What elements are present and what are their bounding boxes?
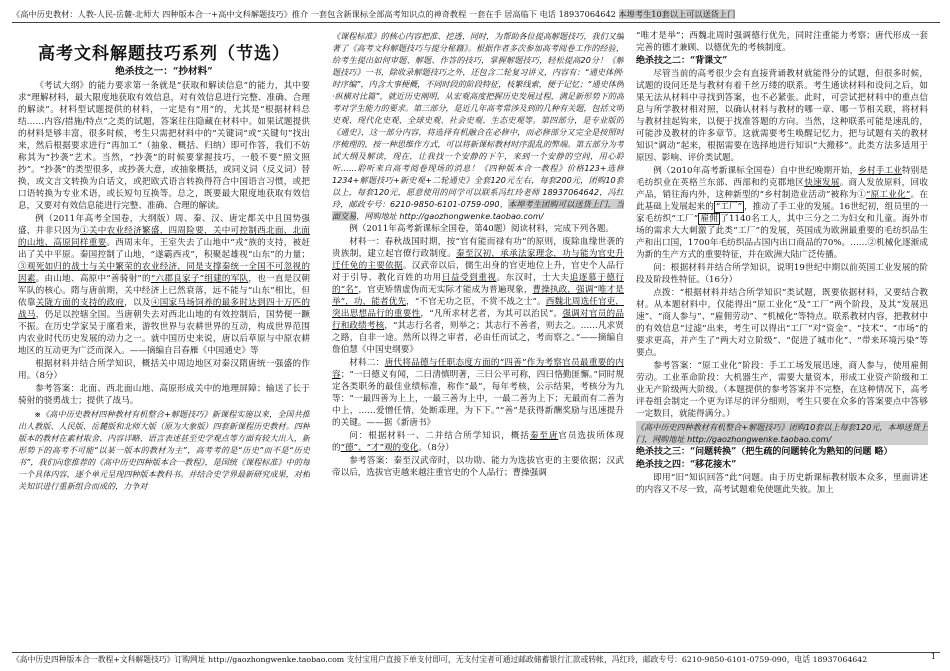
underlined-text: 快速发展 (804, 178, 840, 188)
underlined-text: 秦至唐 (529, 431, 559, 441)
page-title: 高考文科解题技巧系列（节选） (38, 44, 290, 64)
question: 根据材料并结合所学知识，概括关中周边地区对秦汉隋唐统一强盛的作用。（8分） (18, 359, 310, 381)
underlined-text: 日益受到重视 (441, 273, 497, 283)
page-footer: 《高中历史四种版本合一教程+文科解题技巧》订购网址 http://gaozhongwenke.taobao.com 支付宝用户直接下单支付即可，无支付宝者可通过邮政储蓄银行汇款或转帐，冯红玲，邮政专号：6210-9850-6101-0759-090，电话 18937064642 (12, 652, 940, 665)
paragraph: 《考试大纲》的能力要求第一条就是“获取和解读信息”的能力，其中要求“理解材料，最大限度地获取有效信息，对有效信息进行完整、准确、合理的解读”。材料型试题提供的材料，一定是有“用”的，尤其是“根据材料总结……内容/措施/特点”之类的试题，答案往往隐藏在材料中。如果试题提供的材料是够丰富，很多时候，考生只需把材料中的“关键词”或“关键句”找出来，然后根据要求进行“再加工”（抽象、概括、归纳）即可作答，我们不妨称其为“抄袭”艺术。当然，“抄袭”的时候要掌握技巧，一般不要“照文照抄”。“抄袭”的类型很多，或抄袭大意，或抽象概括，或同义词（反义词）替换，或文言文转换为白话文，或把欧式语言转换得符合中国语言习惯，或把口语转换为专业术语，或长短句互换等。总之，既要最大限度地获取有效信息，又要对有效信息能进行完整、准确、合理的解读。 (18, 81, 310, 211)
question: 问：根据材料一、二并结合所学知识，概括秦至唐官员选拔所体现的“德”、“才”观的变化。（8分） (332, 431, 624, 453)
underlined-text: “六郡良家子”组建的军队 (150, 274, 249, 284)
underlined-text: ①关中农业经济繁盛，四周险要，关中可控制西北面、北面的山地、高原同样重要 (18, 226, 310, 248)
underlined-text: 强调对官员的品行和政绩考核 (332, 309, 624, 331)
promo-paragraph: 《课程标准》的核心内容把准、挖透、同时，为帮助各位提高解题技巧，我们又编著了《高考文科解题技巧与提分秘籍》。根据作者多次参加高考阅卷工作的经验，给考生提出如何审题、解题、作答的技巧，掌握解题技巧，轻松提高20分！《解题技巧》一书，除收录解题技巧之外，还包含二轮复习讲义，内容有：“通史体例·时序编”，内含大事梗概，不同时段的阶段特征，枝繁线索，便于记忆；“通史体例·纵横对比篇”，就近历史阐明，从宏观高度把握历史发展过程，满足新形势下的高考对学生能力的要求。第三部分，是近几年高考常涉及到的几种有关题，包括文明史观、现代化史观、全球史观、社会史观、生态史观等。第四部分，是专业版的《通史》，这一部分内容，将选择有机融合在必修中，而必修部分又完全是按照时序梳理的，按一种思维作方式，可以将新课标教材时序混乱的弊端。第五部分为考试大纲及解读，现在，让我找一个安静的下午，来到一个安静的空间，用心聆听……聆听来自高考阅卷现场的消息！《四种版本合一教程》价格123+选修1234+解题技巧+新史观+二轮通史》全套120元左右，每套200元，团购10套以上，每套120元，愿意使用的同学可以联系冯红玲老师 18937064642，冯红玲，邮政专号：6210-9850-6101-0759-090，本埠考生团购可以送货上门，当面交易，网购地址 http://gaozhongwenke.taobao.com/ (332, 31, 624, 221)
promo-highlight: 《高中历史四种教材有机整合+解题技巧》团购10套以上每套120元，本埠送货上门，网购地址 http://gaozhongwenke.taobao.com/ (636, 422, 928, 444)
boxed-text: “工厂” (715, 202, 743, 212)
section-heading-4: 绝杀技之四：“移花接木” (636, 460, 737, 470)
underlined-text: “原工业化” (865, 190, 911, 200)
answer: 参考答案：北面、西北面山地、高原形成关中的地理屏障；输送了长于骑射的骁勇战士；提供了战马。 (18, 384, 310, 406)
page-number: 1 (930, 652, 936, 661)
column-2 (332, 30, 624, 645)
underlined-text: ③观死如归的战士与关中繁荣的农业经济，同是支撑秦统一全国不可忽视的因素 (18, 262, 310, 284)
underlined-text: “德”、“才”观的变化 (340, 443, 419, 453)
answer: 参考答案：秦至汉武帝时，以功勋、能力为选拔官吏的主要依据；汉武帝以后，选拔官吏越来越注重官史的个人品行；曹操强调 (332, 456, 624, 478)
material-1: 材料一：春秋战国时期，按“官有能而禄有功”的原则，废除血缘世袭的贵族制，建立起官僚行政制度。秦至汉初，承承法家理念，功与能为官史升迁任免的主要依据。汉武帝以后，儒生出身的官吏地位上升，官史个人品行对于引导、教化百姓的功用日益受到重视。东汉时，士大夫追逐慕于德行的“名”，官吏矫情虚伪而无实际才能成为普遍现象，曹操执政，强调“唯才是举”，功，能者优先，“不官无功之臣，不赏不战之士”。西魏北周选任官吏，突出思想品行的重要性，“凡所求材艺者，为其可以治民”。强调对官员的品行和政绩考核，“其志行名者，则举之；其志行不善者，则去之。……凡求贤之路，自非一途。然所以得之审者，必由任而试之，考而察之。”——摘编自詹伯慧《中国史纲要》 (332, 237, 624, 355)
boxed-text: 雇佣 (700, 214, 719, 224)
paragraph: 尽管当前的高考很少会有直接背诵教材就能得分的试题，但很多时候，试题的设问还是与教材有着千丝万缕的联系。考生通读材料和设问之后，如果无法从材料中寻找到答案，也不必紧张。此时，可尝试把材料中的重点信息与所学教材相对照，以确认材料与教材的哪一章、哪一节相关联，将材料与教材挂起钩来，以便于找准答题的方向。当然，这种联系可能是速乱的，可能涉及教材的许多章节。这就需要考生唤醒记忆力，把与试题有关的教材知识“调动”起来，根据需要在选择地进行知识“大搬移”。此类方法多适用于原因、影响、评价类试题。 (636, 69, 928, 163)
underlined-text: 曹操执政，强调“唯才是举”，功，能者优先 (332, 285, 624, 307)
underlined-text: 关陇方面的支持的政府 (35, 298, 125, 308)
promo-paragraph: ※《高中历史教材四种教材有机整合+解题技巧》新课程实施以来，全国共推出人教版、人民版、岳麓版和北师大版（原为大象版）四套新课程历史教材。四种版本的教材在素材取舍、内容详略、语言表述甚至史学观点等方面有较大出入，新形势下的高考不可能“以某一版本的教材为主”，高考考的是“历史”而不是“历史书”，我们向您推荐的《高中历史四种版本合一教程》，是国统《课程标准》中的每一个具体内容，逐个单元呈现四种版本教科书。并结合史学界最新研究成果，对相关知识进行重新组合而成的，力争对 (18, 409, 310, 491)
underlined-text: ④国家马场饲养的最多时达到四十万匹的战马 (18, 298, 310, 320)
underlined-text: 追逐慕于德行的“名” (332, 273, 624, 295)
underlined-text: 秦至汉初，承承法家理念，功与能为官史升迁任免的主要依据 (332, 249, 624, 271)
question: 问：根据材料并结合所学知识，说明19世纪中期以前英国工业发展的阶段及阶段性特征。（16分） (636, 263, 928, 285)
column-3 (636, 30, 928, 645)
example-paragraph: 例（2011年高考新课标全国卷，第40题）阅读材料，完成下列各题。 (349, 224, 615, 234)
section-heading-2: 绝杀技之二：“背课文” (636, 56, 728, 66)
underlined-text: 乡村手工业 (858, 166, 902, 176)
underlined-text: 西魏北周选任官吏，突出思想品行的重要性 (332, 297, 624, 319)
section-heading-1: 绝杀技之一：“抄材料” (115, 66, 213, 77)
section-heading-3: 绝杀技之三：“问题转换”（把生疏的问题转化为熟知的问题 略） (636, 447, 893, 457)
hint: 点拨：“根据材料并结合所学知识”类试题，既要依据材料，又要结合教材。从本题材料中，仅能得出“原工业化”及“工厂”两个阶段，及其“发展迅速”、“商人参与”、“雇佣劳动”、“机械化”等特点。联系教材内容，把教材中的有效信息“过滤”出来，考生可以得出“工厂”对“资金”、“技术”、“市场”的要求更高，并产生了“两大对立阶级”、“促进了城市化”、“带来环境污染”等要点。 (636, 288, 928, 358)
example-paragraph: 例（2010年高考新课标全国卷）自中世纪晚期开始，乡村手工业特别是毛纺织业在英格兰东部、西部和约克郡地区快速发展。商人发放原料，回收产品，销往海内外，这种新型的“乡村制造业活动”被称为①“原工业化”。在此基础上发展起来的 “工厂” ，推动了手工业的发展。16世纪初，组员里的一家毛纺织“工厂” 雇佣 了1140名工人，其中三分之二为妇女和儿童。海外市场的需求大大刺激了此类“工厂”的发展，英国成为欧洲最重要的毛纺织品生产和出口国，1700年毛纺织品占国内出口商品的70%。……②机械化逐渐成为新的生产方式的重要特征，并在欧洲大陆广泛传播。 (636, 166, 928, 260)
column-1 (18, 30, 310, 645)
material-2: 材料二：唐代将品德与任职态度方面的“四善”作为考察官员最重要的内容；“一曰德义有闻，二曰清慎明著，三曰公平可称，四曰恪勤匪懈。”同时规定各类职务的最佳业绩标准，称作“最”，每年考核，公示结果，考核分为九等：“一最四善为上上，一最三善为上中，一最二善为上下；无最而有二善为中上，……爱憎任情，处断乖理，为下下。”“善”是获得新酬奖励与迅速提升的关键。——据《新唐书》 (332, 358, 624, 428)
paragraph: 即用“旧”知识回答“此”问题。由于历史新课标教材版本众多，里面讲述的内容又不尽一致，高考试题难免使题此失彼。加上 (636, 473, 928, 495)
header-highlight: 本埠考生10套以上可以送货上门 (618, 9, 736, 19)
example-paragraph: 例（2011年高考全国卷，大纲版）周、秦、汉、唐定都关中且国势强盛，并非只因为①关中农业经济繁盛，四周险要，关中可控制西北面、北面的山地、高原同样重要。西周末年，王室失去了山地中“戎”族的支持，被赶出了关中平原。秦国控制了山地，“遂霸西戎”，积聚起雄视“山东”的力量；③观死如归的战士与关中繁荣的农业经济，同是支撑秦统一全国不可忽视的因素。由山地、高原中“善骑射”的“六郡良家子”组建的军队，也一直是汉朝军队的核心。隋与唐前期，关中经济上已然衰落，远不能与“山东”相比，但依靠关陇方面的支持的政府，以及④国家马场饲养的最多时达到四十万匹的战马，仍足以控辖全国。当唐朝失去对西北山地的有效控制后，国势便一蹶不振。在历史学家吴于廑看来，游牧世界与农耕世界的互动，构成世界范围内农业时代历史发展的动力之一。就中国历史来说，唐以后草原与中原农耕地区的互动更为广泛而深入。——摘编自吕春雁《中国通史》等 (18, 214, 310, 356)
header-text: 《高中历史教材：人教-人民-岳麓-北师大 四种版本合一+高中文科解题技巧》推介 一套包含新课标全部高考知识点的神奇教程 一套在手 居高临下 电话 18937064642 (12, 9, 616, 19)
answer: 参考答案：“原工业化”阶段：手工工场发展迅速，商人参与，使用雇佣劳动。工业革命阶段：大机器生产，需要大量资本，形成工业资产阶级和工业无产阶级两大阶级。（本题提供的参考答案并不完整，在这种情况下，高考评卷组会制定一个更为详尽的评分细则，考生只要在众多的答案要点中答够一定数目，就能得满分。） (636, 361, 928, 419)
page-header (12, 9, 940, 23)
paragraph: “唯才是举”；西魏北周时强调德行优先，同时注重能力考察；唐代形成一套完善的德才兼顾、以德优先的考核制度。 (636, 31, 928, 53)
underlined-text: 唐代将品德与任职态度方面的“四善”作为考察官员最重要的内容 (332, 358, 624, 380)
highlight-text: 本埠考生团购可以送货上门，当面交易 (332, 199, 624, 221)
